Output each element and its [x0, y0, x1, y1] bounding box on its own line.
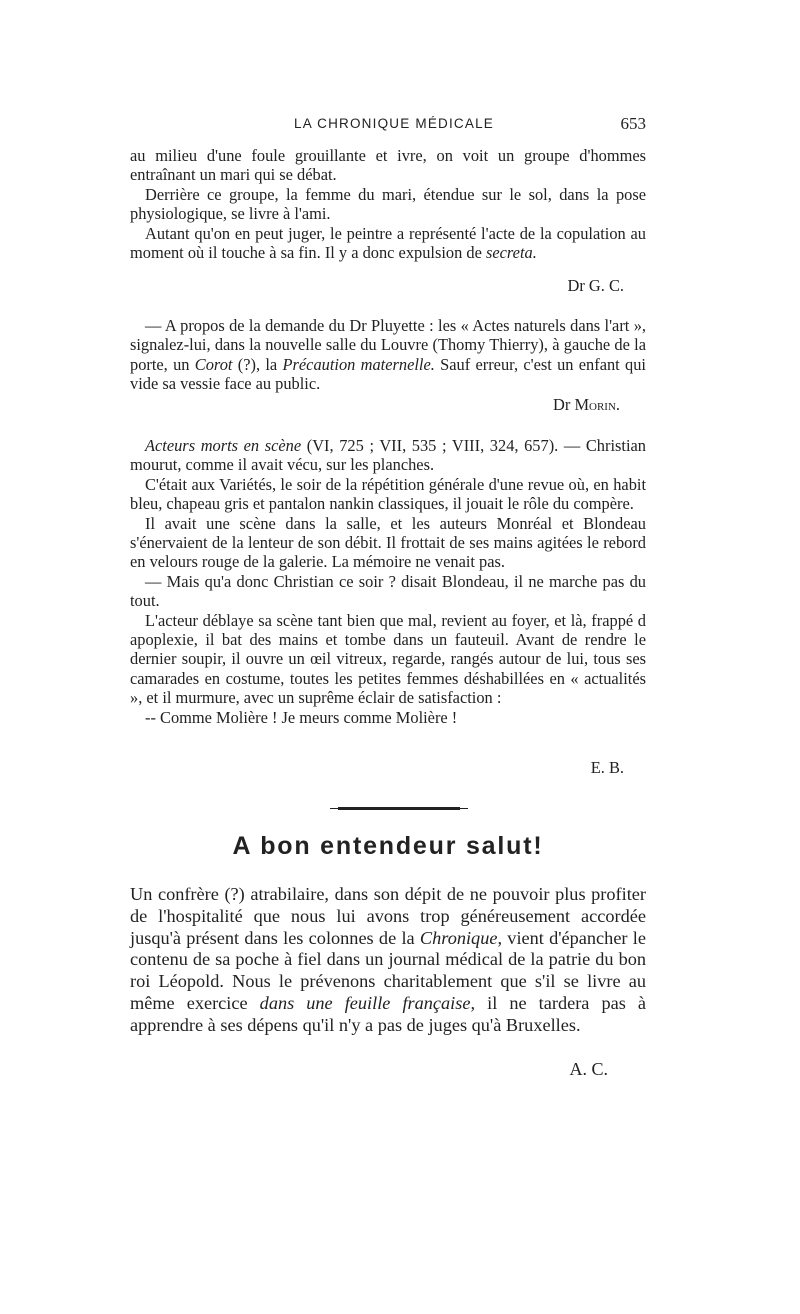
- paragraph: Il avait une scène dans la salle, et les auteurs Monréal et Blondeau s'énervaient de la lenteur de son débit. Il frottait de ses mains agitées le rebord en velours rouge de la galerie. La mémoire ne venait pas.: [130, 513, 646, 572]
- signature: A. C.: [569, 1059, 608, 1079]
- italic-term: secreta.: [485, 243, 537, 263]
- paragraph-text: (?), la: [237, 354, 278, 374]
- paragraph: au milieu d'une foule grouillante et ivre, on voit un groupe d'hommes entraînant un mari qui se débat.: [130, 146, 646, 185]
- section-body: [130, 884, 646, 1037]
- section-divider: [338, 807, 460, 810]
- paragraph: [130, 224, 646, 263]
- page-number: 653: [620, 114, 646, 133]
- paragraph: [130, 884, 646, 1037]
- signature-name: Morin.: [574, 395, 620, 414]
- paragraph: — Mais qu'a donc Christian ce soir ? disait Blondeau, il ne marche pas du tout.: [130, 571, 646, 611]
- paragraph-text: il ne tardera pas à apprendre à ses dépens qu'il n'y a pas de juges qu'à Bruxelles.: [130, 992, 646, 1035]
- signature: E. B.: [590, 758, 624, 777]
- italic-term: Précaution maternelle.: [282, 354, 435, 374]
- paragraph: C'était aux Variétés, le soir de la répétition générale d'une revue où, en habit bleu, chapeau gris et pantalon nankin classiques, il jouait le rôle du compère.: [130, 474, 646, 514]
- article-block-2: [130, 316, 646, 394]
- italic-term: Chronique,: [419, 927, 503, 948]
- paragraph-text: Autant qu'on en peut juger, le peintre a représenté l'acte de la copulation au moment où il touche à sa fin. Il y a donc expulsion de: [130, 223, 646, 263]
- italic-term: dans une feuille française,: [259, 992, 476, 1013]
- paragraph-text: — A propos de la demande du Dr Pluyette : les « Actes naturels dans l'art », signalez-lui, dans la nouvelle salle du Louvre (Thomy Thierry), à gauche de la porte, un: [130, 316, 646, 374]
- article-block-1: [130, 146, 646, 262]
- running-header: [130, 116, 646, 138]
- article-block-3: [130, 436, 646, 727]
- paragraph-text: Un confrère (?) atrabilaire, dans son dépit de ne pouvoir plus profiter de l'hospitalité que nous lui avons trop généreusement accordée jusqu'à présent dans les colonnes de la: [130, 884, 646, 948]
- paragraph: [130, 316, 646, 394]
- paragraph: -- Comme Molière ! Je meurs comme Molière !: [145, 707, 458, 727]
- paragraph-text: Sauf erreur, c'est un enfant qui vide sa vessie face au public.: [130, 354, 646, 394]
- paragraph: Derrière ce groupe, la femme du mari, étendue sur le sol, dans la pose physiologique, se livre à l'ami.: [130, 184, 646, 224]
- paragraph: [130, 436, 646, 475]
- italic-term: Corot: [194, 354, 233, 374]
- signature: Dr G. C.: [567, 276, 624, 295]
- italic-title: Acteurs morts en scène: [145, 436, 302, 455]
- running-title: LA CHRONIQUE MÉDICALE: [294, 116, 494, 131]
- signature-prefix: Dr: [553, 395, 571, 414]
- signature: [130, 395, 620, 414]
- section-title: A bon entendeur salut!: [232, 832, 544, 860]
- paragraph-text: (VI, 725 ; VII, 535 ; VIII, 324, 657). — Christian mourut, comme il avait vécu, sur les planches.: [130, 436, 646, 475]
- paragraph: L'acteur déblaye sa scène tant bien que mal, revient au foyer, et là, frappé d apoplexie, il bat des mains et tombe dans un fauteuil. Avant de rendre le dernier soupir, il ouvre un œil vitreux, regarde, rangés autour de lui, tous ses camarades en costume, toutes les petites femmes déshabillées en « actualités », et il murmure, avec un suprême éclair de satisfaction :: [130, 610, 646, 708]
- paragraph-text: vient d'épancher le contenu de sa poche à fiel dans un journal médical de la patrie du bon roi Léopold. Nous le prévenons charitablement que s'il se livre au même exercice: [130, 927, 646, 1013]
